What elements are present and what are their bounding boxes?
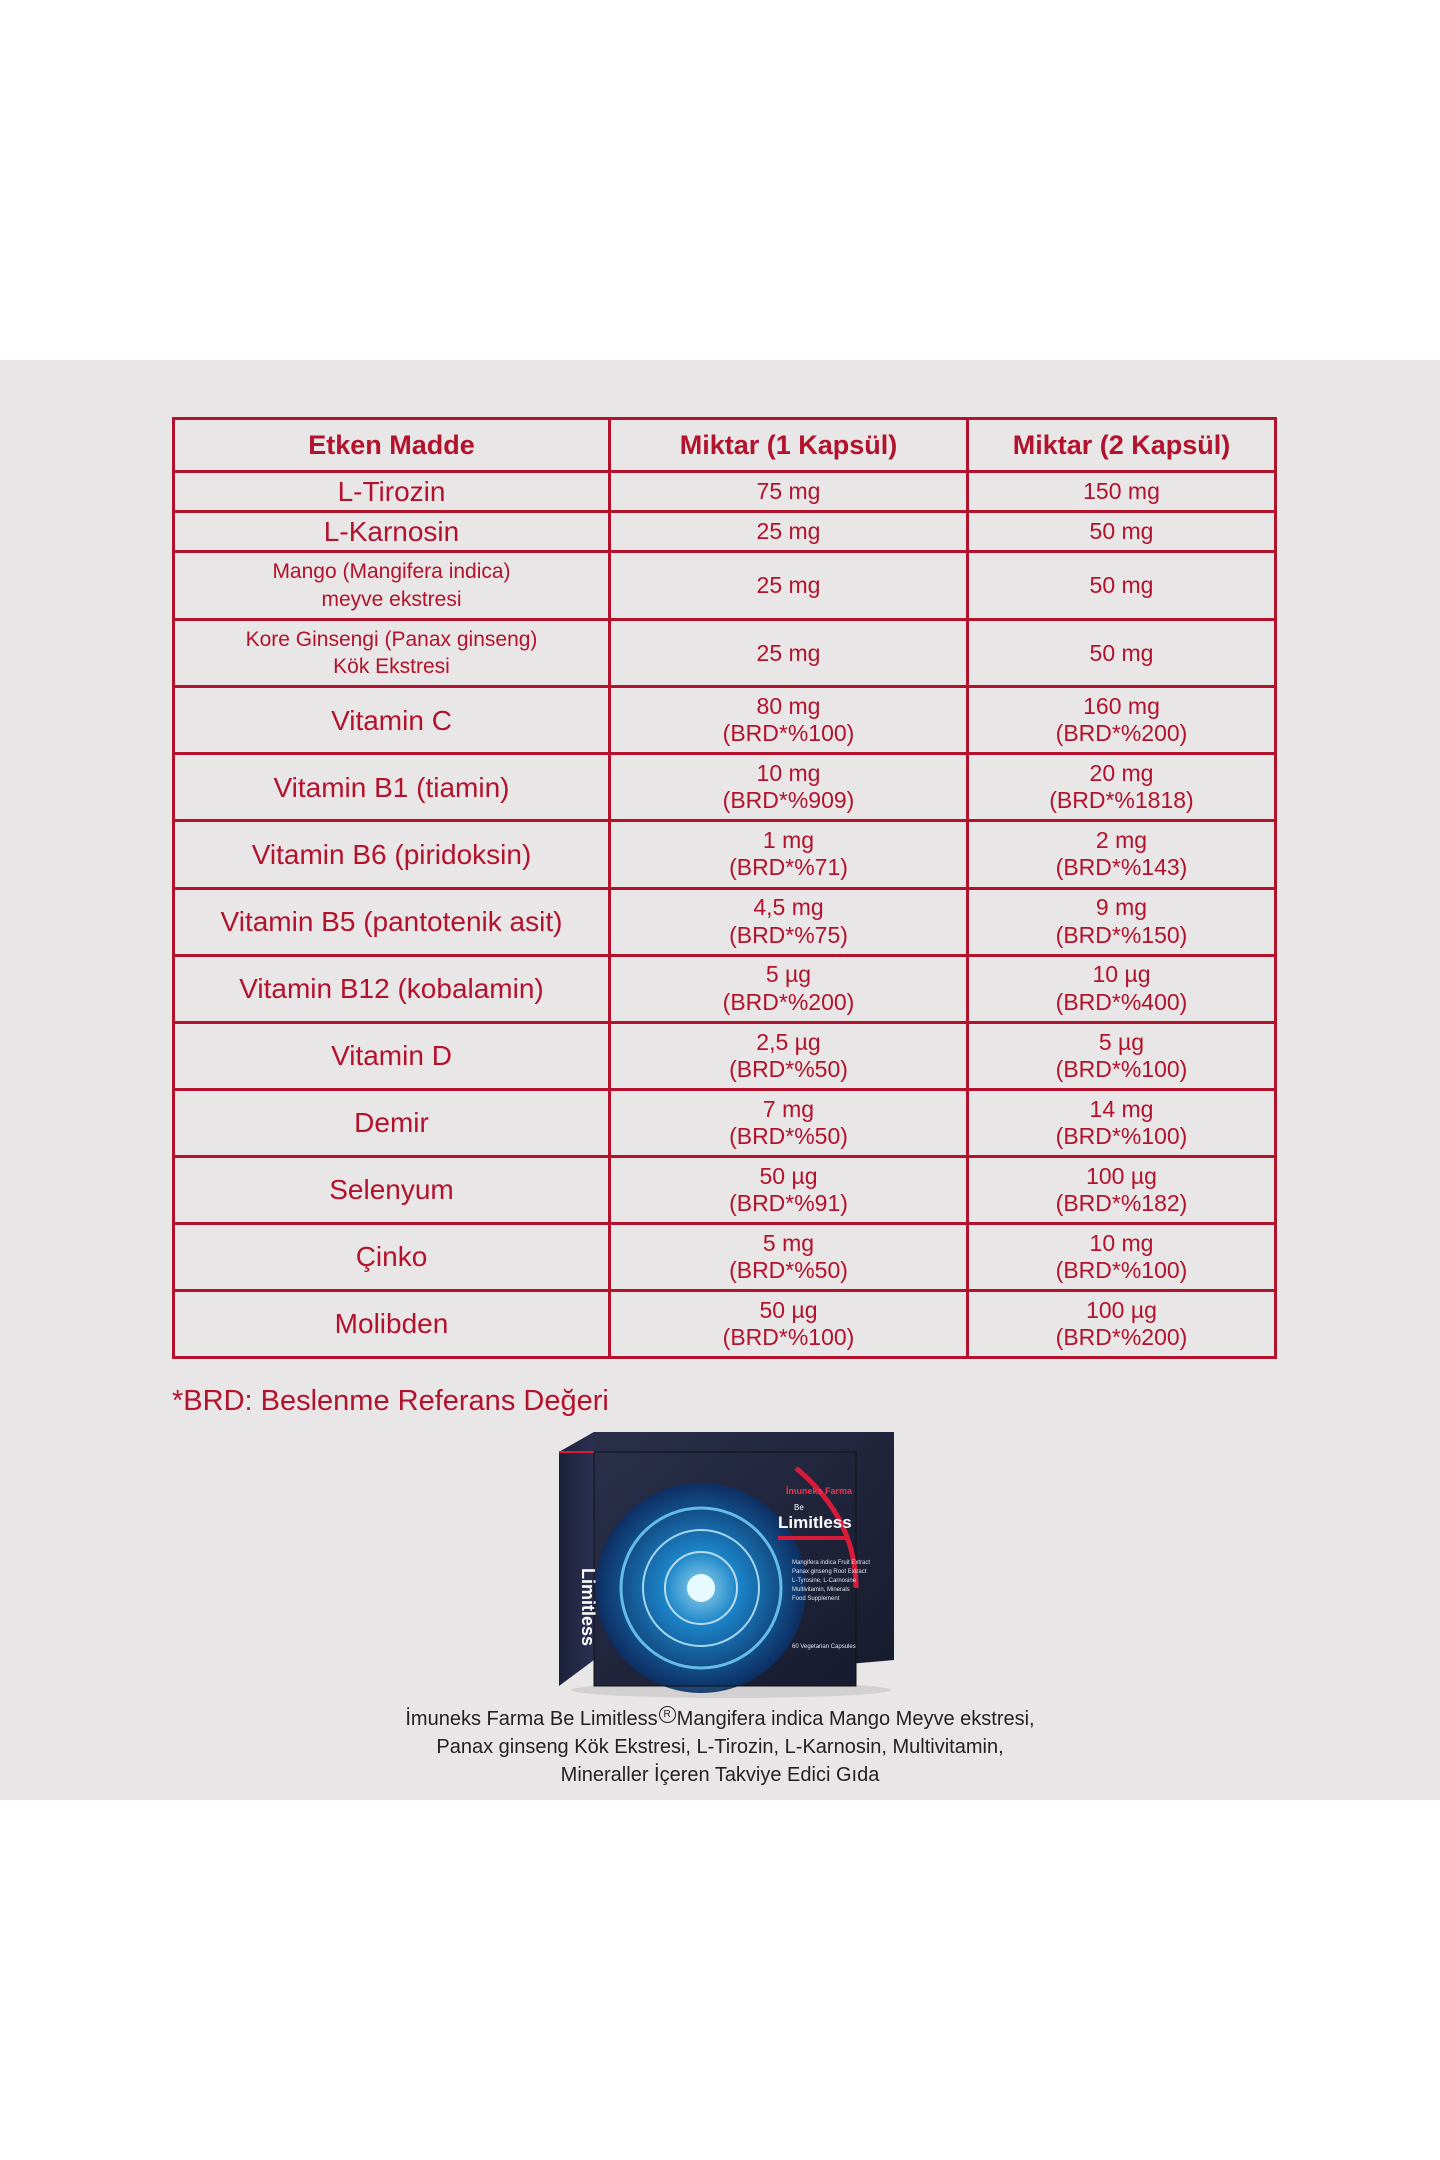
ingredient-name-cell-text: Vitamin B1 (tiamin) bbox=[273, 771, 510, 803]
table-row bbox=[174, 955, 1276, 1022]
ingredient-name-cell bbox=[174, 1223, 610, 1290]
ingredient-name-cell bbox=[174, 888, 610, 955]
ingredient-name-cell-text: Selenyum bbox=[329, 1174, 454, 1206]
amount-1-capsule-cell-text: (BRD*%71) bbox=[729, 854, 848, 881]
amount-2-capsule-cell-text: (BRD*%100) bbox=[1055, 1055, 1188, 1082]
ingredient-name-cell bbox=[174, 552, 610, 619]
header-amount-2-capsule: Miktar (2 Kapsül) bbox=[968, 419, 1276, 472]
registered-mark-icon: R bbox=[659, 1706, 676, 1723]
box-desc-line-4: Multivitamin, Minerals bbox=[792, 1587, 850, 1593]
amount-2-capsule-cell bbox=[968, 754, 1276, 821]
amount-1-capsule-cell-text: (BRD*%50) bbox=[729, 1256, 848, 1283]
amount-1-capsule-cell-text: 2,5 µg bbox=[756, 1028, 821, 1055]
amount-2-capsule-cell bbox=[968, 1290, 1276, 1357]
amount-2-capsule-cell bbox=[968, 821, 1276, 888]
ingredient-name-cell bbox=[174, 619, 610, 686]
amount-2-capsule-cell bbox=[968, 472, 1276, 512]
amount-2-capsule-cell bbox=[968, 1156, 1276, 1223]
table-row bbox=[174, 1022, 1276, 1089]
amount-2-capsule-cell bbox=[968, 955, 1276, 1022]
amount-1-capsule-cell-text: (BRD*%200) bbox=[722, 988, 855, 1015]
amount-2-capsule-cell-text: 50 mg bbox=[1089, 518, 1154, 545]
amount-2-capsule-cell-text: (BRD*%182) bbox=[1055, 1189, 1188, 1216]
amount-2-capsule-cell-text: 100 µg bbox=[1086, 1162, 1157, 1189]
box-be-text: Be bbox=[794, 1503, 804, 1512]
box-side-limitless-text: Limitless bbox=[578, 1568, 598, 1647]
box-desc-line-2: Panax ginseng Root Extract bbox=[792, 1569, 867, 1575]
amount-2-capsule-cell-text: (BRD*%200) bbox=[1055, 720, 1188, 747]
amount-2-capsule-cell bbox=[968, 552, 1276, 619]
ingredient-name-cell bbox=[174, 754, 610, 821]
amount-2-capsule-cell-text: 5 µg bbox=[1098, 1028, 1145, 1055]
amount-1-capsule-cell bbox=[610, 619, 968, 686]
nutrition-table bbox=[172, 417, 1277, 1359]
amount-2-capsule-cell-text: 10 mg bbox=[1089, 1229, 1154, 1256]
amount-2-capsule-cell-text: (BRD*%150) bbox=[1055, 921, 1188, 948]
amount-2-capsule-cell-text: 20 mg bbox=[1089, 760, 1154, 787]
amount-1-capsule-cell-text: 25 mg bbox=[756, 572, 821, 599]
amount-2-capsule-cell-text: (BRD*%100) bbox=[1055, 1122, 1188, 1149]
amount-1-capsule-cell-text: 10 mg bbox=[756, 760, 821, 787]
amount-1-capsule-cell-text: 25 mg bbox=[756, 639, 821, 666]
ingredient-name-cell-text: L-Tirozin bbox=[337, 475, 446, 507]
amount-2-capsule-cell-text: 9 mg bbox=[1095, 894, 1148, 921]
ingredient-name-cell-text: meyve ekstresi bbox=[321, 587, 462, 611]
amount-2-capsule-cell-text: (BRD*%200) bbox=[1055, 1323, 1188, 1350]
amount-1-capsule-cell-text: 25 mg bbox=[756, 518, 821, 545]
table-row bbox=[174, 821, 1276, 888]
amount-2-capsule-cell bbox=[968, 1223, 1276, 1290]
amount-1-capsule-cell bbox=[610, 512, 968, 552]
amount-1-capsule-cell-text: (BRD*%50) bbox=[729, 1122, 848, 1149]
ingredient-name-cell bbox=[174, 1022, 610, 1089]
amount-2-capsule-cell bbox=[968, 512, 1276, 552]
amount-1-capsule-cell bbox=[610, 1156, 968, 1223]
ingredient-name-cell-text: Kore Ginsengi (Panax ginseng) bbox=[245, 627, 538, 651]
amount-1-capsule-cell bbox=[610, 1290, 968, 1357]
amount-2-capsule-cell bbox=[968, 687, 1276, 754]
box-desc-line-5: Food Supplement bbox=[792, 1596, 840, 1602]
product-box-illustration bbox=[556, 1428, 906, 1704]
amount-2-capsule-cell-text: (BRD*%143) bbox=[1055, 854, 1188, 881]
amount-1-capsule-cell-text: (BRD*%75) bbox=[729, 921, 848, 948]
amount-2-capsule-cell-text: (BRD*%100) bbox=[1055, 1256, 1188, 1283]
box-capsules-text: 60 Vegetarian Capsules bbox=[792, 1644, 856, 1650]
amount-1-capsule-cell-text: (BRD*%100) bbox=[722, 720, 855, 747]
ingredient-name-cell-text: Vitamin B6 (piridoksin) bbox=[251, 838, 532, 870]
amount-1-capsule-cell-text: 7 mg bbox=[762, 1095, 815, 1122]
amount-1-capsule-cell bbox=[610, 888, 968, 955]
ingredient-name-cell bbox=[174, 472, 610, 512]
amount-1-capsule-cell bbox=[610, 1223, 968, 1290]
ingredient-name-cell-text: Vitamin B12 (kobalamin) bbox=[239, 972, 544, 1004]
caption-line-3: Mineraller İçeren Takviye Edici Gıda bbox=[560, 1764, 880, 1786]
amount-1-capsule-cell bbox=[610, 472, 968, 512]
ingredient-name-cell-text: Vitamin C bbox=[331, 704, 452, 736]
ingredient-name-cell-text: Molibden bbox=[334, 1308, 449, 1340]
ingredient-name-cell-text: Kök Ekstresi bbox=[333, 655, 450, 679]
table-row bbox=[174, 472, 1276, 512]
amount-1-capsule-cell-text: (BRD*%91) bbox=[729, 1189, 848, 1216]
amount-1-capsule-cell bbox=[610, 955, 968, 1022]
amount-1-capsule-cell bbox=[610, 1089, 968, 1156]
ingredient-name-cell bbox=[174, 1290, 610, 1357]
table-row bbox=[174, 888, 1276, 955]
amount-2-capsule-cell-text: 10 µg bbox=[1092, 961, 1151, 988]
amount-1-capsule-cell-text: (BRD*%50) bbox=[729, 1055, 848, 1082]
amount-2-capsule-cell-text: (BRD*%1818) bbox=[1049, 787, 1194, 814]
amount-2-capsule-cell-text: 2 mg bbox=[1095, 827, 1148, 854]
amount-1-capsule-cell bbox=[610, 821, 968, 888]
table-header-row bbox=[174, 419, 1276, 472]
amount-1-capsule-cell bbox=[610, 754, 968, 821]
amount-2-capsule-cell bbox=[968, 619, 1276, 686]
header-active-ingredient: Etken Madde bbox=[174, 419, 610, 472]
amount-2-capsule-cell-text: 50 mg bbox=[1089, 572, 1154, 599]
ingredient-name-cell-text: Çinko bbox=[355, 1241, 428, 1273]
box-desc-line-3: L-Tyrosine, L-Carnosine bbox=[792, 1578, 857, 1584]
ingredient-name-cell-text: L-Karnosin bbox=[323, 516, 460, 548]
amount-1-capsule-cell bbox=[610, 552, 968, 619]
table-row bbox=[174, 512, 1276, 552]
amount-2-capsule-cell-text: 150 mg bbox=[1083, 478, 1160, 505]
table-row bbox=[174, 1223, 1276, 1290]
ingredient-name-cell bbox=[174, 821, 610, 888]
amount-2-capsule-cell-text: 160 mg bbox=[1083, 693, 1160, 720]
amount-1-capsule-cell-text: 50 µg bbox=[759, 1162, 818, 1189]
caption-product-name: İmuneks Farma Be Limitless bbox=[405, 1708, 658, 1730]
ingredient-name-cell bbox=[174, 1156, 610, 1223]
ingredient-name-cell bbox=[174, 512, 610, 552]
amount-2-capsule-cell-text: (BRD*%400) bbox=[1055, 988, 1188, 1015]
box-desc-line-1: Mangifera indica Fruit Extract bbox=[792, 1560, 871, 1566]
amount-1-capsule-cell-text: (BRD*%100) bbox=[722, 1323, 855, 1350]
box-limitless-text: Limitless bbox=[778, 1513, 852, 1532]
brd-footnote: *BRD: Beslenme Referans Değeri bbox=[172, 1385, 609, 1417]
amount-1-capsule-cell-text: (BRD*%909) bbox=[722, 787, 855, 814]
table-row bbox=[174, 1089, 1276, 1156]
amount-1-capsule-cell-text: 5 mg bbox=[762, 1229, 815, 1256]
ingredient-name-cell bbox=[174, 955, 610, 1022]
amount-2-capsule-cell-text: 100 µg bbox=[1086, 1296, 1157, 1323]
table-row bbox=[174, 1290, 1276, 1357]
table-row bbox=[174, 552, 1276, 619]
table-row bbox=[174, 619, 1276, 686]
amount-2-capsule-cell bbox=[968, 888, 1276, 955]
amount-2-capsule-cell bbox=[968, 1022, 1276, 1089]
ingredient-name-cell-text: Mango (Mangifera indica) bbox=[272, 560, 511, 584]
table-row bbox=[174, 687, 1276, 754]
ingredient-name-cell-text: Vitamin D bbox=[331, 1039, 452, 1071]
amount-1-capsule-cell bbox=[610, 1022, 968, 1089]
product-caption bbox=[300, 1705, 1140, 1789]
amount-2-capsule-cell-text: 14 mg bbox=[1089, 1095, 1154, 1122]
table-row bbox=[174, 754, 1276, 821]
amount-1-capsule-cell-text: 75 mg bbox=[756, 478, 821, 505]
amount-2-capsule-cell-text: 50 mg bbox=[1089, 639, 1154, 666]
amount-1-capsule-cell-text: 80 mg bbox=[756, 693, 821, 720]
ingredient-name-cell-text: Vitamin B5 (pantotenik asit) bbox=[220, 905, 563, 937]
product-box-image bbox=[556, 1428, 906, 1704]
header-amount-1-capsule: Miktar (1 Kapsül) bbox=[610, 419, 968, 472]
amount-1-capsule-cell-text: 50 µg bbox=[759, 1296, 818, 1323]
amount-2-capsule-cell bbox=[968, 1089, 1276, 1156]
ingredient-name-cell bbox=[174, 687, 610, 754]
amount-1-capsule-cell-text: 4,5 mg bbox=[753, 894, 824, 921]
table-row bbox=[174, 1156, 1276, 1223]
ingredient-name-cell-text: Demir bbox=[354, 1107, 429, 1138]
caption-line-1-rest: Mangifera indica Mango Meyve ekstresi, bbox=[676, 1708, 1035, 1730]
box-brand-text: İmuneks Farma bbox=[786, 1486, 853, 1496]
caption-line-1 bbox=[300, 1705, 1140, 1733]
ingredient-name-cell bbox=[174, 1089, 610, 1156]
amount-1-capsule-cell bbox=[610, 687, 968, 754]
caption-line-2: Panax ginseng Kök Ekstresi, L-Tirozin, L-Karnosin, Multivitamin, bbox=[436, 1736, 1004, 1758]
amount-1-capsule-cell-text: 5 µg bbox=[765, 961, 812, 988]
amount-1-capsule-cell-text: 1 mg bbox=[762, 827, 815, 854]
